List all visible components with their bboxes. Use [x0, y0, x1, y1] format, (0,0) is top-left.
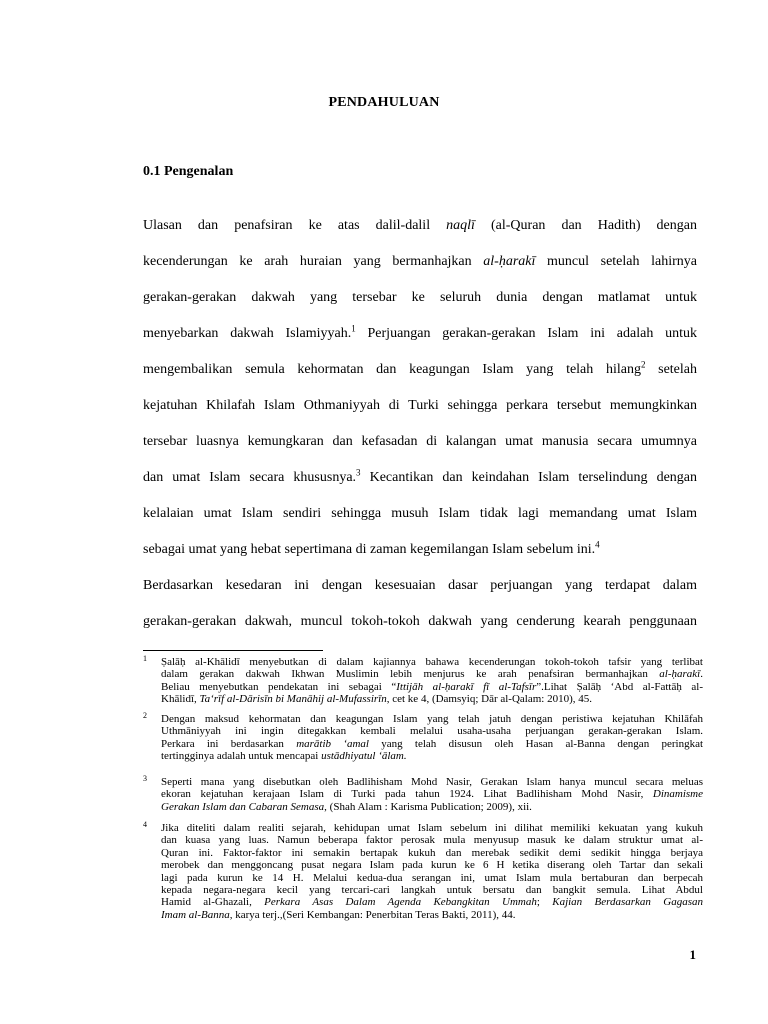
page-title: PENDAHULUAN — [328, 95, 440, 110]
text-run: kepada negara-negara kecil yang tercari-cari langkah untuk bersatu dan bangkit semula. Lihat Abdul — [161, 884, 703, 897]
text-run: Perkara ini berdasarkan — [161, 737, 297, 750]
paragraph-line — [143, 361, 697, 379]
footnote-text — [161, 776, 703, 813]
text-run: , (Shah Alam : Karisma Publication; 2009), xii. — [324, 800, 532, 813]
footnote — [143, 656, 703, 706]
paragraph-line — [143, 577, 697, 595]
text-run: kecenderungan ke arah huraian yang bermanhajkan — [143, 254, 484, 269]
footnote — [143, 776, 703, 813]
text-run: ekoran kejatuhan kerajaan Islam di Turki pada tahun 1924. Lihat Badlihisham Mohd Nasir, — [161, 788, 653, 801]
text-run: Uthmāniyyah ini ingin ditegakkan kembali melalui usaha-usaha perjuangan gerakan-gerakan Islam. — [161, 725, 703, 738]
text-run: merobek dan menggoncang pusat negara Islam pada kurun ke 6 H ketika diserang oleh Tartar dan sekali — [161, 859, 703, 872]
text-run: Beliau menyebutkan pendekatan ini sebagai “ — [161, 680, 397, 693]
paragraph-line — [143, 433, 697, 451]
italic-text: naqlī — [446, 218, 475, 233]
footnote-line — [161, 859, 703, 871]
footnote-line — [161, 750, 703, 762]
text-run: dalam gerakan dakwah Ikhwan Muslimin lebih menjurus ke arah penafsiran bermanhajkan — [161, 668, 660, 681]
footnote-line — [161, 693, 703, 705]
text-run: Hamid al-Ghazali, — [161, 896, 265, 909]
text-run: dan kuasa yang luas. Namun beberapa faktor perosak mula menyusup masuk ke dalam struktur umat al- — [161, 834, 703, 847]
footnote-line — [161, 725, 703, 737]
footnote-separator — [143, 650, 323, 651]
text-run: ; — [536, 896, 553, 909]
text-run: Perjuangan gerakan-gerakan Islam ini adalah untuk — [355, 326, 697, 341]
footnote-ref: 2 — [640, 359, 646, 370]
text-run: lagi pada kurun ke 14 H. Melalui kedua-dua serangan ini, umat Islam mula bertaburan dan berpecah — [161, 871, 703, 884]
text-run: Berdasarkan kesedaran ini dengan kesesuaian dasar perjuangan yang terdapat dalam — [143, 578, 697, 593]
text-run: ”.Lihat Ṣalāḥ ‘Abd al-Fattāḥ al- — [536, 680, 703, 693]
footnote-line — [161, 834, 703, 846]
footnote-line — [161, 822, 703, 834]
paragraph-line — [143, 541, 697, 559]
italic-text: ustādhiyatul ‘ālam. — [321, 750, 407, 763]
text-run: tertingginya adalah untuk mencapai — [161, 750, 322, 763]
text-run: kelalaian umat Islam sendiri sehingga musuh Islam tidak lagi memandang umat Islam — [143, 506, 697, 521]
footnote-line — [161, 872, 703, 884]
footnote-line — [161, 776, 703, 788]
text-run: gerakan-gerakan dakwah yang tersebar ke seluruh dunia dengan matlamat untuk — [143, 290, 697, 305]
footnote-ref: 4 — [595, 539, 600, 550]
paragraph-line — [143, 505, 697, 523]
paragraph-line — [143, 253, 697, 271]
paragraph-line — [143, 397, 697, 415]
footnote-number: 3 — [143, 774, 147, 783]
text-run: menyebarkan dakwah Islamiyyah. — [143, 326, 352, 341]
footnote-text — [161, 822, 703, 921]
text-run: gerakan-gerakan dakwah, muncul tokoh-tokoh dakwah yang cenderung kearah penggunaan — [143, 614, 697, 629]
text-run: karya terj.,(Seri Kembangan: Penerbitan Teras Bakti, 2011), 44. — [232, 908, 516, 921]
text-run: (al-Quran dan Hadith) dengan — [474, 218, 697, 233]
footnote-ref: 3 — [356, 467, 361, 478]
paragraph-line — [143, 469, 697, 487]
footnote-line — [161, 896, 703, 908]
paragraph-line — [143, 217, 697, 235]
paragraph-line — [143, 613, 697, 631]
text-run: muncul setelah lahirnya — [535, 254, 697, 269]
footnote-number: 4 — [143, 820, 147, 829]
italic-text: al-ḥarakī — [659, 668, 701, 681]
footnote-text — [161, 713, 703, 763]
italic-text: marātib ‘amal — [296, 737, 369, 750]
footnote-line — [161, 656, 703, 668]
text-run: Ṣalāḥ al-Khālidī menyebutkan di dalam kajiannya bahawa kecenderungan tokoh-tokoh tafsir yang terlibat — [161, 656, 703, 668]
italic-text: Imam al-Banna, — [161, 908, 233, 921]
footnote-line — [161, 681, 703, 693]
footnote-line — [161, 713, 703, 725]
footnote-line — [161, 909, 703, 921]
text-run: Jika diteliti dalam realiti sejarah, kehidupan umat Islam sebelum ini dilihat memiliki kekuatan yang kukuh — [161, 822, 703, 834]
page-number: 1 — [689, 947, 696, 962]
text-run: dan umat Islam secara khususnya. — [143, 470, 357, 485]
paragraph-line — [143, 289, 697, 307]
italic-text: Gerakan Islam dan Cabaran Semasa — [161, 800, 325, 813]
italic-text: al-ḥarakī — [483, 254, 536, 269]
text-run: Ulasan dan penafsiran ke atas dalil-dalil — [143, 218, 447, 233]
footnote-line — [161, 801, 703, 813]
footnote-line — [161, 788, 703, 800]
footnote-number: 1 — [143, 654, 147, 663]
text-run: Kecantikan dan keindahan Islam terselindung dengan — [360, 470, 698, 485]
text-run: , cet ke 4, (Damsyiq; Dār al-Qalam: 2010), 45. — [386, 693, 593, 706]
italic-text: Dinamisme — [652, 788, 703, 801]
text-run: . — [700, 668, 703, 681]
footnote — [143, 822, 703, 921]
footnote — [143, 713, 703, 763]
paragraph-line — [143, 325, 697, 343]
italic-text: Ittijāh al-ḥarakī fī al-Tafsīr — [396, 680, 537, 693]
footnote-line — [161, 847, 703, 859]
text-run: mengembalikan semula kehormatan dan keagungan Islam yang telah hilang — [143, 362, 641, 377]
footnote-line — [161, 668, 703, 680]
footnote-ref: 1 — [351, 323, 356, 334]
text-run: Dengan maksud kehormatan dan keagungan Islam yang telah jatuh dengan peristiwa kejatuhan Khilāfah — [161, 713, 703, 725]
text-run: Seperti mana yang disebutkan oleh Badlihisham Mohd Nasir, Gerakan Islam hanya muncul secara meluas — [161, 776, 703, 788]
italic-text: Perkara Asas Dalam Agenda Kebangkitan Ummah — [264, 896, 537, 909]
text-run: setelah — [645, 362, 697, 377]
footnote-number: 2 — [143, 711, 147, 720]
text-run: sebagai umat yang hebat sepertimana di zaman kegemilangan Islam sebelum ini. — [143, 542, 596, 557]
section-heading: 0.1 Pengenalan — [143, 164, 234, 179]
text-run: Khālidī, — [161, 693, 200, 706]
italic-text: Kajian Berdasarkan Gagasan — [552, 896, 703, 909]
footnote-line — [161, 738, 703, 750]
text-run: tersebar luasnya kemungkaran dan kefasadan di kalangan umat manusia secara umumnya — [143, 434, 697, 449]
text-run: yang telah disusun oleh Hasan al-Banna dengan peringkat — [368, 737, 704, 750]
text-run: Quran ini. Faktor-faktor ini semakin bertapak kukuh dan merebak sedikit demi sedikit hingga berjaya — [161, 846, 703, 859]
italic-text: Ta‘rīf al-Dārisīn bi Manāhij al-Mufassirīn — [199, 693, 387, 706]
text-run: kejatuhan Khilafah Islam Othmaniyyah di Turki sehingga perkara tersebut memungkinkan — [143, 398, 697, 413]
footnote-line — [161, 884, 703, 896]
footnote-text — [161, 656, 703, 706]
